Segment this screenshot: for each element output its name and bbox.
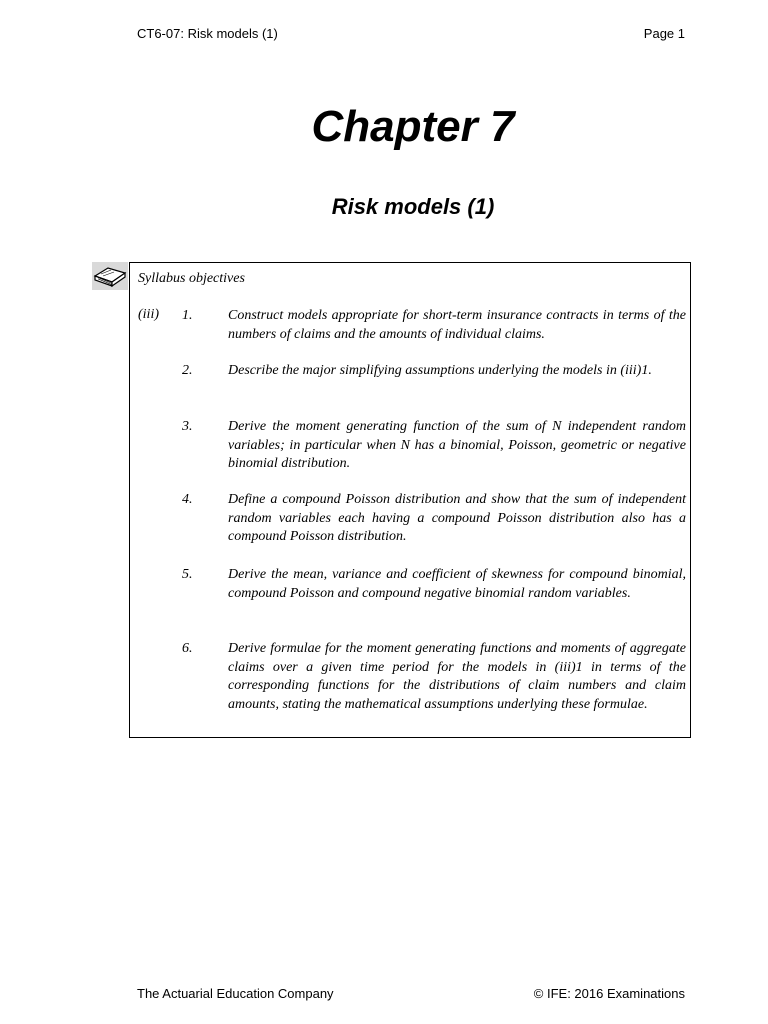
objective-number: 2. <box>182 363 193 378</box>
objective-number: 3. <box>182 419 193 434</box>
objective-text: Derive formulae for the moment generating functions and moments of aggregate claims over a given time period for the models in (iii)1 in terms of the corresponding functions for the distributions of claim numbers and claim amounts, stating the mathematical assumptions underlying these formulae. <box>228 641 686 712</box>
chapter-subtitle: Risk models (1) <box>331 194 495 219</box>
objective-text: Construct models appropriate for short-term insurance contracts in terms of the numbers of claims and the amounts of individual claims. <box>228 308 686 342</box>
page-number: Page 1 <box>643 26 685 41</box>
chapter-title: Chapter 7 <box>311 102 515 151</box>
objective-text: Derive the mean, variance and coefficient of skewness for compound binomial, compound Poisson and compound negative binomial random variables. <box>228 567 686 601</box>
footer-copyright: © IFE: 2016 Examinations <box>533 986 685 1001</box>
running-header-title: CT6-07: Risk models (1) <box>137 26 278 41</box>
objective-number: 1. <box>182 308 193 323</box>
section-number: (iii) <box>138 307 159 322</box>
objective-number: 4. <box>182 492 193 507</box>
syllabus-objectives-box <box>129 262 691 738</box>
objective-text: Describe the major simplifying assumptions underlying the models in (iii)1. <box>228 363 652 378</box>
objective-number: 5. <box>182 567 193 582</box>
objective-text: Derive the moment generating function of the sum of N independent random variables; in particular when N has a binomial, Poisson, geometric or negative binomial distribution. <box>228 419 686 471</box>
syllabus-heading: Syllabus objectives <box>138 271 245 286</box>
book-icon <box>92 262 128 290</box>
objective-text: Define a compound Poisson distribution and show that the sum of independent random variables each having a compound Poisson distribution also has a compound Poisson distribution. <box>228 492 686 544</box>
footer-publisher: The Actuarial Education Company <box>137 986 334 1001</box>
objective-number: 6. <box>182 641 193 656</box>
